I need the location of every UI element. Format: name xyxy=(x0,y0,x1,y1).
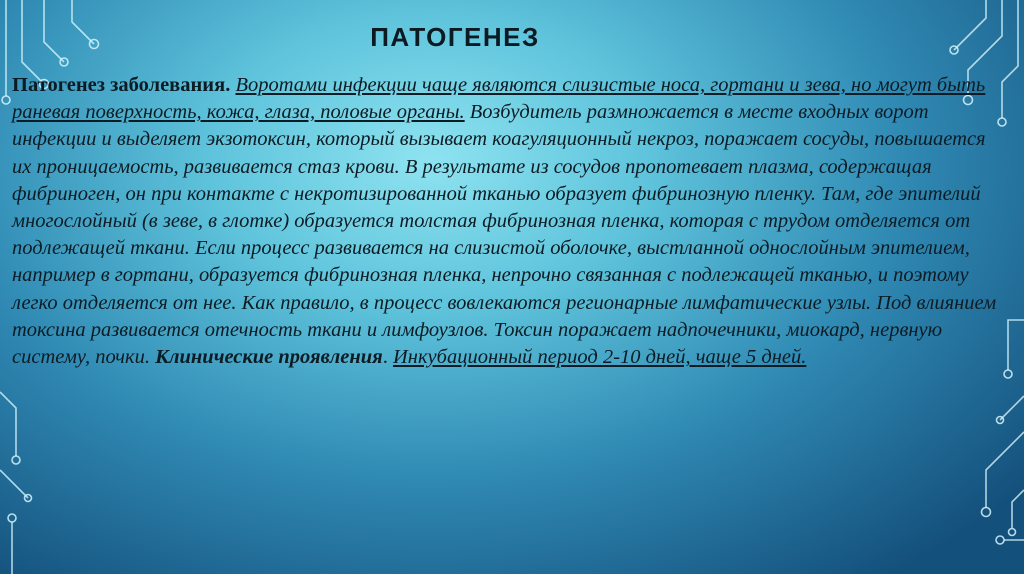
entry-gates-text: Воротами инфекции чаще являются слизистые носа, гортани и зева, но могут быть раневая поверхность, кожа, глаза, половые органы. xyxy=(12,74,986,124)
clinical-heading: Клинические проявления xyxy=(155,346,383,369)
slide-body: Патогенез заболевания. Воротами инфекции чаще являются слизистые носа, гортани и зева, но могут быть раневая поверхность, кожа, глаза, половые органы. Возбудитель размножается в месте входных ворот инфекции и выделяет экзотоксин, который вызывает коагуляционный некроз, поражает сосуды, повышается их проницаемость, развивается стаз крови. В результате из сосудов пропотевает плазма, содержащая фибриноген, он при контакте с некротизированной тканью образует фибринозную пленку. Там, где эпителий многослойный (в зеве, в глотке) образуется толстая фибринозная пленка, которая с трудом отделяется от подлежащей ткани. Если процесс развивается на слизистой оболочке, выстланной однослойным эпителием, например в гортани, образуется фибринозная пленка, непрочно связанная с подлежащей тканью, и поэтому легко отделяется от нее. Как правило, в процесс вовлекаются регионарные лимфатические узлы. Под влиянием токсина развивается отечность ткани и лимфоузлов. Токсин поражает надпочечники, миокард, нервную систему, почки. Клинические проявления. Инкубационный период 2-10 дней, чаще 5 дней. xyxy=(12,74,997,369)
incubation-text: Инкубационный период 2-10 дней, чаще 5 дней. xyxy=(392,346,807,369)
slide-title: ПАТОГЕНЕЗ xyxy=(370,22,540,52)
pathogenesis-heading: Патогенез заболевания. xyxy=(12,74,231,96)
pathogenesis-main-text: Возбудитель размножается в месте входных ворот инфекции и выделяет экзотоксин, который вызывает коагуляционный некроз, поражает сосуды, повышается их проницаемость, развивается стаз крови. В результате из сосудов пропотевает плазма, содержащая фибриноген, он при контакте с некротизированной тканью образует фибринозную пленку. Там, где эпителий многослойный (в зеве, в глотке) образуется толстая фибринозная пленка, которая с трудом отделяется от подлежащей ткани. Если процесс развивается на слизистой оболочке, выстланной однослойным эпителием, например в гортани, образуется фибринозная пленка, непрочно связанная с подлежащей тканью, и поэтому легко отделяется от нее. Как правило, в процесс вовлекаются регионарные лимфатические узлы. Под влиянием токсина развивается отечность ткани и лимфоузлов. Токсин поражает надпочечники, миокард, нервную систему, почки. xyxy=(12,101,997,369)
